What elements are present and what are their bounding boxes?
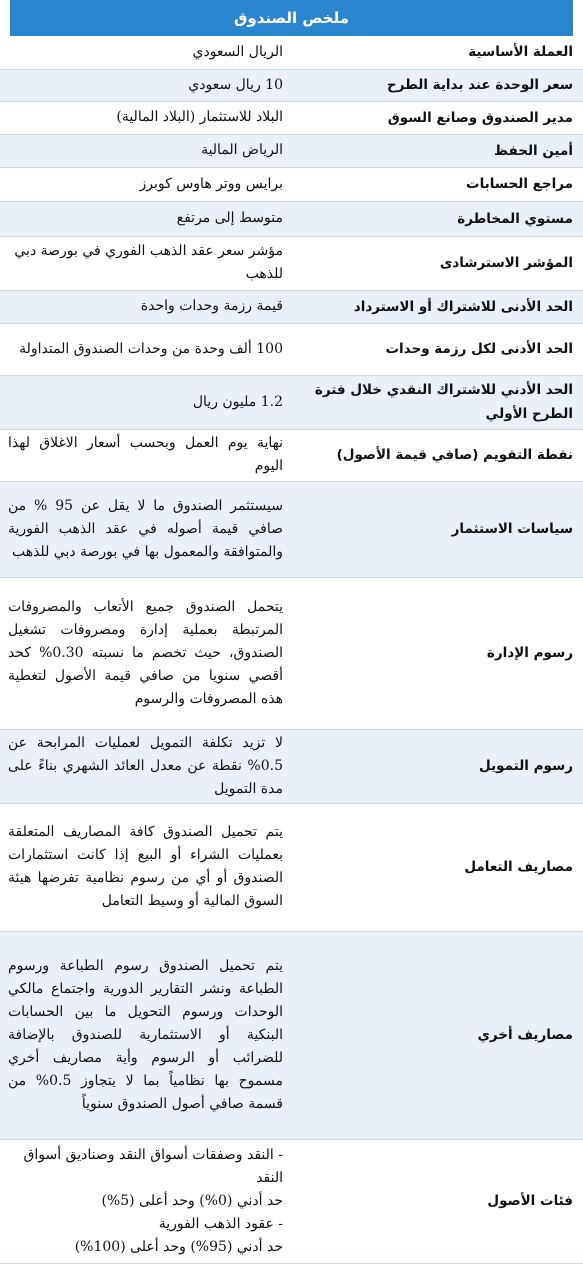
row-value: البلاد للاستثمار (البلاد المالية) [0, 101, 289, 134]
row-label: الحد الأدني للاشتراك النقدي خلال فترة الطرح الأولي [289, 375, 583, 429]
row-label: فئات الأصول [289, 1139, 583, 1263]
row-label: رسوم التمويل [289, 729, 583, 803]
table-row [0, 290, 583, 323]
asset-class-line: حد أدني (0%) وحد أعلى (5%) [101, 1192, 283, 1209]
table-row [0, 1139, 583, 1263]
row-value: مؤشر سعر عقد الذهب الفوري في بورصة دبي للذهب [0, 236, 289, 290]
row-value: سيستثمر الصندوق ما لا يقل عن 95 % من صافي قيمة أصوله في عقد الذهب الفورية والمتوافقة والمعمول بها في بورصة دبي للذهب [0, 481, 289, 577]
row-value: 1.2 مليون ريال [0, 375, 289, 429]
row-label: العملة الأساسية [289, 36, 583, 69]
row-value: 100 ألف وحدة من وحدات الصندوق المتداولة [0, 323, 289, 375]
fund-summary-title: ملخص الصندوق [10, 0, 573, 36]
row-value: يتم تحميل الصندوق رسوم الطباعة ورسوم الطباعة ونشر التقارير الدورية واجتماع مالكي الوحدات ورسوم التحويل ما بين الحسابات البنكية أو الاستثمارية للصندوق بالإضافة للضرائب أو الرسوم وأية مصاريف أخري مسموح بها نظامياً بما لا يتجاوز 0.5% من قسمة صافي أصول الصندوق سنوياً [0, 931, 289, 1139]
row-label: مصاريف أخري [289, 931, 583, 1139]
row-value: نهاية يوم العمل وبحسب أسعار الاغلاق لهذا اليوم [0, 429, 289, 481]
row-label: سياسات الاستثمار [289, 481, 583, 577]
row-label: مدير الصندوق وصانع السوق [289, 101, 583, 134]
table-row [0, 729, 583, 803]
row-value: لا تزيد تكلفة التمويل لعمليات المرابحة عن 0.5% نقطة عن معدل العائد الشهري بناءً على مدة التمويل [0, 729, 289, 803]
table-row [0, 323, 583, 375]
row-value [0, 1139, 289, 1263]
row-value: 10 ريال سعودي [0, 69, 289, 101]
row-label: الحد الأدنى للاشتراك أو الاسترداد [289, 290, 583, 323]
row-value: الريال السعودي [0, 36, 289, 69]
fund-summary-table [0, 36, 583, 1264]
table-row [0, 236, 583, 290]
row-value: يتحمل الصندوق جميع الأتعاب والمصروفات المرتبطة بعملية إدارة ومصروفات تشغيل الصندوق، حيث تخصم ما نسبته 0.30% كحد أقصي سنويا من صافي قيمة الأصول لتغطية هذه المصروفات والرسوم [0, 577, 289, 729]
table-row [0, 481, 583, 577]
table-row [0, 101, 583, 134]
row-label: نقطة التقويم (صافي قيمة الأصول) [289, 429, 583, 481]
table-row [0, 429, 583, 481]
table-row [0, 201, 583, 236]
table-row [0, 36, 583, 69]
row-value: قيمة رزمة وحدات واحدة [0, 290, 289, 323]
row-value: متوسط إلى مرتفع [0, 201, 289, 236]
row-label: مستوي المخاطرة [289, 201, 583, 236]
table-row [0, 69, 583, 101]
table-row [0, 134, 583, 167]
row-value: يتم تحميل الصندوق كافة المصاريف المتعلقة بعمليات الشراء أو البيع إذا كانت استثمارات الصندوق أو أي من رسوم نظامية تفرضها هيئة السوق المالية أو وسيط التعامل [0, 803, 289, 931]
asset-class-line: حد أدني (95%) وحد أعلى (100%) [74, 1238, 283, 1255]
row-value: برايس ووتر هاوس كوبرز [0, 167, 289, 201]
row-value: الرياض المالية [0, 134, 289, 167]
row-label: مصاريف التعامل [289, 803, 583, 931]
asset-class-line: - عقود الذهب الفورية [158, 1215, 283, 1232]
table-row [0, 375, 583, 429]
row-label: أمين الحفظ [289, 134, 583, 167]
asset-class-line: - النقد وصفقات أسواق النقد وصناديق أسواق النقد [23, 1146, 283, 1186]
table-row [0, 167, 583, 201]
table-row [0, 803, 583, 931]
table-row [0, 577, 583, 729]
row-label: المؤشر الاسترشادى [289, 236, 583, 290]
table-row [0, 931, 583, 1139]
row-label: الحد الأدنى لكل رزمة وحدات [289, 323, 583, 375]
row-label: مراجع الحسابات [289, 167, 583, 201]
row-label: رسوم الإدارة [289, 577, 583, 729]
row-label: سعر الوحدة عند بداية الطرح [289, 69, 583, 101]
